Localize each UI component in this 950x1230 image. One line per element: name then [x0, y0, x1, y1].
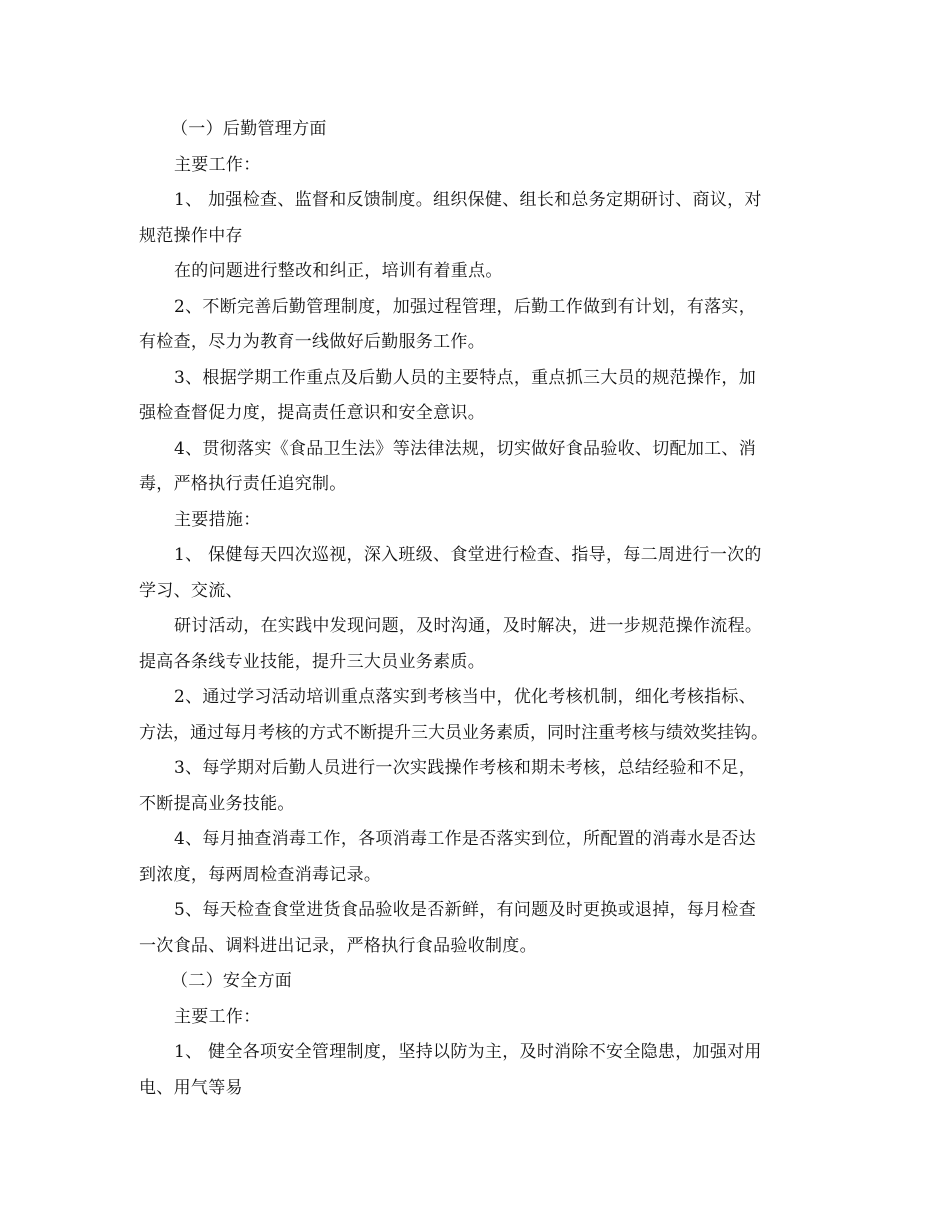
paragraph-line: 1、 保健每天四次巡视，深入班级、食堂进行检查、指导，每二周进行一次的 — [174, 545, 762, 565]
paragraph-line: 一次食品、调料进出记录，严格执行食品验收制度。 — [139, 935, 537, 956]
paragraph-line: 3、根据学期工作重点及后勤人员的主要特点，重点抓三大员的规范操作，加 — [174, 367, 757, 388]
document-body — [139, 112, 829, 1106]
paragraph-line: 3、每学期对后勤人员进行一次实践操作考核和期未考核，总结经验和不足， — [174, 758, 757, 778]
paragraph-line: 2、不断完善后勤管理制度，加强过程管理，后勤工作做到有计划，有落实， — [174, 296, 757, 317]
paragraph-line: 学习、交流、 — [139, 580, 243, 601]
paragraph-line: 不断提高业务技能。 — [139, 793, 295, 814]
paragraph-line: 4、每月抽查消毒工作，各项消毒工作是否落实到位，所配置的消毒水是否达 — [174, 829, 757, 849]
paragraph-line: 2、通过学习活动培训重点落实到考核当中，优化考核机制，细化考核指标、 — [174, 687, 757, 707]
subheading-main-measures: 主要措施： — [174, 509, 261, 530]
section-heading: （二）安全方面 — [171, 971, 293, 991]
paragraph-line: 强检查督促力度，提高责任意识和安全意识。 — [139, 403, 485, 423]
subheading-main-work: 主要工作： — [174, 1006, 261, 1027]
paragraph-line: 电、用气等易 — [139, 1077, 243, 1098]
paragraph-line: 毒，严格执行责任追究制。 — [139, 474, 347, 494]
paragraph-line: 方法，通过每月考核的方式不断提升三大员业务素质，同时注重考核与绩效奖挂钩。 — [139, 722, 768, 743]
paragraph-line: 研讨活动，在实践中发现问题，及时沟通，及时解决，进一步规范操作流程。 — [174, 616, 763, 636]
paragraph-line: 1、 健全各项安全管理制度，坚持以防为主，及时消除不安全隐患，加强对用 — [174, 1042, 762, 1062]
paragraph-line: 在的问题进行整改和纠正，培训有着重点。 — [174, 261, 503, 281]
paragraph-line: 5、每天检查食堂进货食品验收是否新鲜，有问题及时更换或退掉，每月检查 — [174, 900, 757, 920]
paragraph-line: 到浓度，每两周检查消毒记录。 — [139, 864, 382, 885]
subheading-main-work: 主要工作： — [174, 154, 261, 175]
paragraph-line: 提高各条线专业技能，提升三大员业务素质。 — [139, 651, 485, 672]
paragraph-line: 规范操作中存 — [139, 225, 243, 246]
section-heading: （一）后勤管理方面 — [171, 119, 327, 139]
paragraph-line: 有检查，尽力为教育一线做好后勤服务工作。 — [139, 332, 485, 352]
paragraph-line: 1、 加强检查、监督和反馈制度。组织保健、组长和总务定期研讨、商议，对 — [174, 190, 762, 210]
paragraph-line: 4、贯彻落实《食品卫生法》等法律法规，切实做好食品验收、切配加工、消 — [174, 438, 757, 459]
